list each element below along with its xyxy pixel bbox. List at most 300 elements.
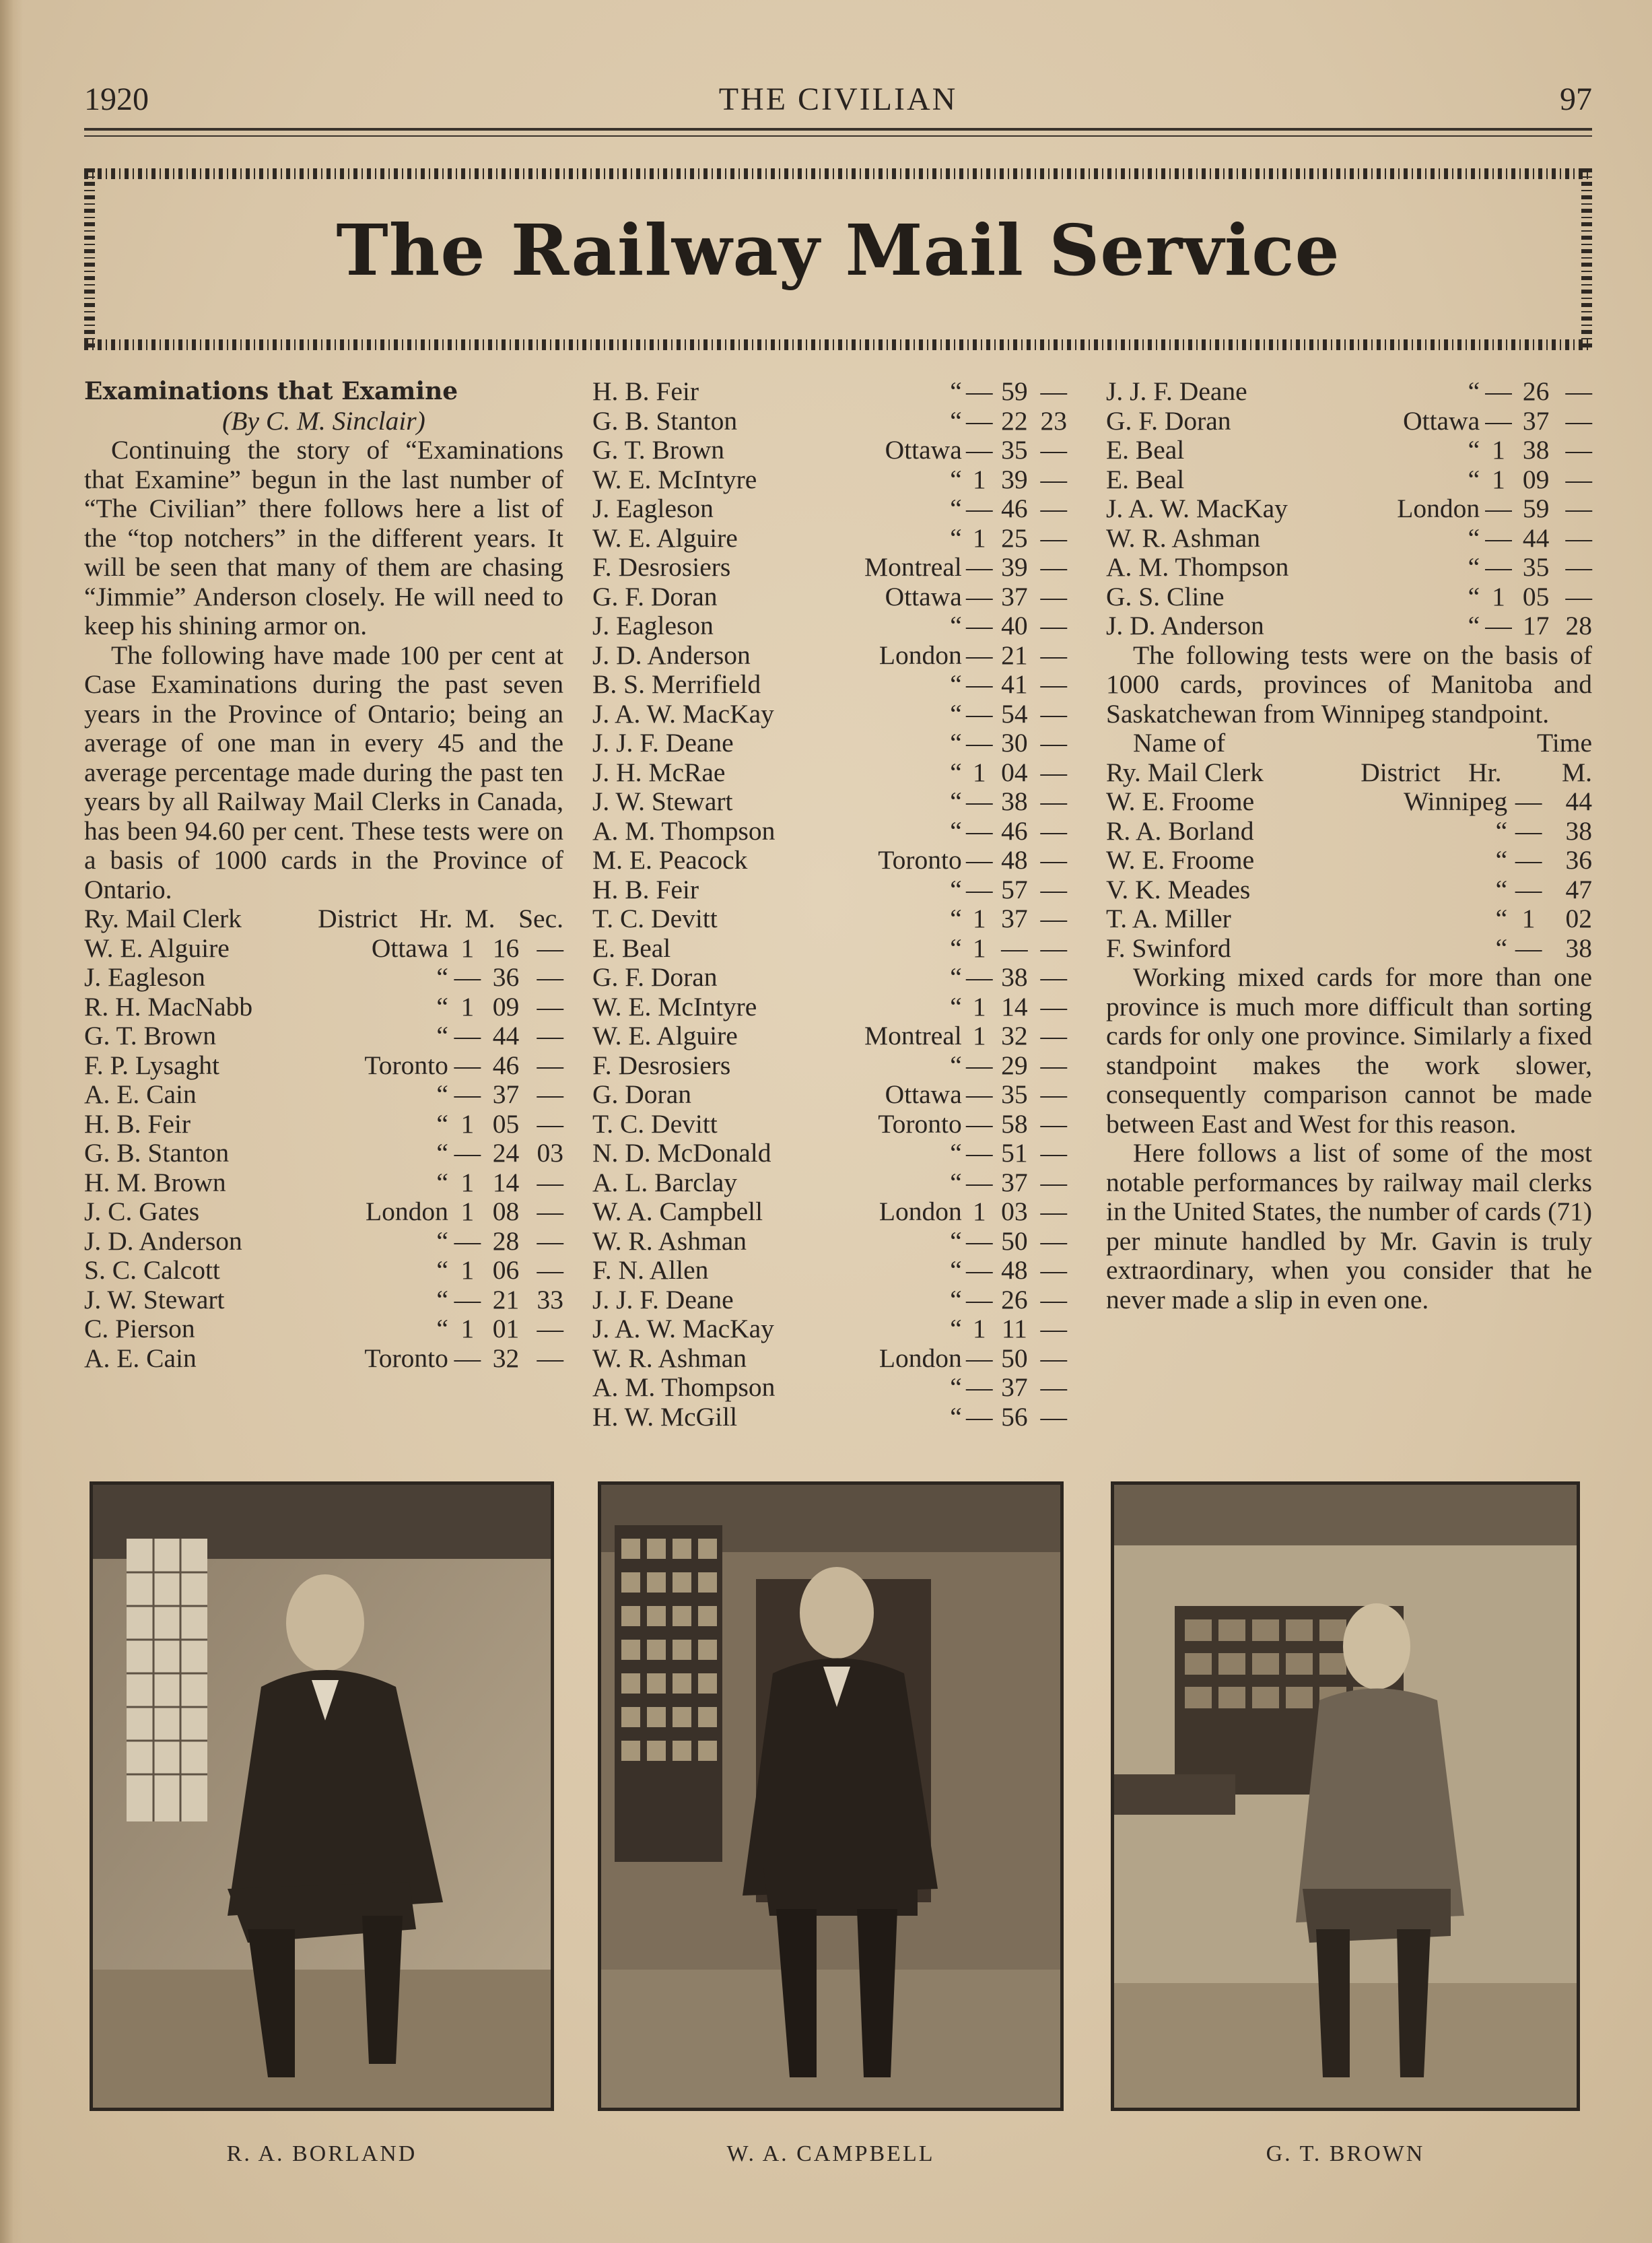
seconds: —: [1565, 523, 1592, 553]
seconds: —: [1040, 1343, 1067, 1373]
hours: 1: [972, 933, 986, 963]
table-row: [84, 1285, 563, 1315]
seconds: —: [537, 1226, 563, 1256]
seconds: —: [1040, 435, 1067, 465]
seconds: —: [537, 1255, 563, 1285]
clerk-name: T. C. Devitt: [592, 1108, 718, 1139]
clerk-name: V. K. Meades: [1106, 874, 1251, 904]
clerk-name: F. Swinford: [1106, 933, 1231, 963]
column-3: [1106, 377, 1592, 1314]
district: “: [436, 1021, 448, 1050]
district: Ottawa: [885, 435, 962, 465]
clerk-name: W. E. Froome: [1106, 786, 1255, 816]
hours: —: [966, 845, 993, 875]
minutes: 21: [1001, 640, 1028, 670]
clerk-name: W. E. McIntyre: [592, 991, 757, 1022]
minutes: 46: [1001, 815, 1028, 846]
district: “: [950, 698, 962, 729]
header-district: District: [318, 904, 398, 933]
table-row: [84, 1227, 563, 1257]
minutes: 22: [1001, 405, 1028, 436]
minutes: 08: [492, 1197, 520, 1226]
results-table-3: [1106, 377, 1592, 641]
table-row: [1106, 465, 1592, 495]
seconds: —: [1040, 1226, 1067, 1256]
clerk-name: J. W. Stewart: [592, 786, 733, 816]
district: “: [436, 1226, 448, 1256]
hours: —: [454, 1050, 481, 1080]
hours: —: [966, 1138, 993, 1168]
minutes: 29: [1001, 1050, 1028, 1080]
table-row: [592, 1168, 1067, 1198]
seconds: —: [1565, 435, 1592, 465]
seconds: —: [1040, 523, 1067, 553]
seconds: —: [537, 1050, 563, 1080]
header-clerk: Ry. Mail Clerk: [1106, 757, 1264, 787]
table-row: [1106, 407, 1592, 436]
hours: —: [966, 786, 993, 816]
clerk-name: W. R. Ashman: [592, 1343, 747, 1373]
table-row: [592, 670, 1067, 700]
seconds: —: [1040, 991, 1067, 1022]
hours: —: [454, 1284, 481, 1314]
hours: —: [966, 1226, 993, 1256]
minutes: 38: [1565, 933, 1592, 963]
hours: —: [966, 552, 993, 582]
district: “: [436, 1079, 448, 1109]
district: “: [950, 405, 962, 436]
seconds: —: [1565, 405, 1592, 436]
hours: —: [1485, 523, 1512, 553]
hours: 1: [460, 1197, 475, 1226]
hours: —: [454, 1343, 481, 1373]
table-row: [592, 436, 1067, 465]
header-sec: Sec.: [518, 904, 563, 933]
minutes: 17: [1522, 611, 1550, 640]
hours: —: [1515, 933, 1542, 963]
table-row: [592, 524, 1067, 554]
photo-campbell: [598, 1481, 1064, 2111]
seconds: —: [1565, 581, 1592, 611]
paragraph-mixed-cards: Working mixed cards for more than one province is much more difficult than sorting cards for only one province. Similarly a fixed standpoint makes the work slower, consequently comparison cannot be made between East and West for this reason.: [1106, 962, 1592, 1139]
hours: 1: [972, 1314, 986, 1343]
hours: —: [966, 1401, 993, 1432]
district: “: [950, 494, 962, 523]
seconds: —: [1040, 1021, 1067, 1050]
table-header-row: [1106, 729, 1592, 758]
clerk-name: W. E. Alguire: [84, 933, 230, 963]
district: “: [1468, 376, 1480, 406]
minutes: 51: [1001, 1138, 1028, 1168]
hours: —: [966, 874, 993, 904]
paragraph-intro: Continuing the story of “Examinations that Examine” begun in the last number of “The Civilian” there follows here a list of the “top notchers” in the different years. It will be seen that many of them are chasing “Jimmie” Anderson closely. He will need to keep his shining armor on.: [84, 435, 563, 640]
clerk-name: A. M. Thompson: [1106, 552, 1289, 582]
table-row: [592, 407, 1067, 436]
clerk-name: J. Eagleson: [592, 494, 714, 523]
minutes: 32: [1001, 1021, 1028, 1050]
seconds: —: [1040, 1372, 1067, 1402]
clerk-name: F. P. Lysaght: [84, 1050, 219, 1080]
district: “: [950, 815, 962, 846]
photo-caption-borland: R. A. BORLAND: [226, 2141, 417, 2166]
minutes: 48: [1001, 1255, 1028, 1285]
seconds: —: [1565, 376, 1592, 406]
clerk-name: T. C. Devitt: [592, 904, 718, 933]
seconds: —: [537, 991, 563, 1022]
minutes: 11: [1001, 1314, 1027, 1343]
hours: —: [966, 1050, 993, 1080]
seconds: —: [1040, 874, 1067, 904]
title-border-top: [84, 168, 1592, 179]
seconds: —: [1040, 757, 1067, 787]
clerk-name: J. J. F. Deane: [592, 1284, 734, 1314]
district: Ottawa: [885, 1079, 962, 1109]
hours: —: [966, 698, 993, 729]
district: “: [950, 728, 962, 758]
clerk-name: J. A. W. MacKay: [592, 698, 774, 729]
minutes: 50: [1001, 1343, 1028, 1373]
table-row: [592, 1197, 1067, 1227]
table-row: [592, 1344, 1067, 1374]
minutes: 05: [492, 1108, 520, 1139]
minutes: 44: [492, 1021, 520, 1050]
district: “: [950, 669, 962, 699]
minutes: 14: [1001, 991, 1028, 1022]
seconds: —: [1040, 845, 1067, 875]
table-row: [1106, 436, 1592, 465]
minutes: 37: [492, 1079, 520, 1109]
district: “: [1495, 874, 1508, 904]
section-heading: Examinations that Examine: [84, 377, 458, 405]
table-row: [1106, 494, 1592, 524]
minutes: 36: [492, 962, 520, 992]
table-row: [84, 1110, 563, 1139]
seconds: —: [1040, 552, 1067, 582]
district: “: [950, 523, 962, 553]
results-table-2: [592, 377, 1067, 1432]
table-row: [84, 1080, 563, 1110]
clerk-name: F. Desrosiers: [592, 552, 731, 582]
hours: 1: [972, 991, 986, 1022]
district: “: [950, 1314, 962, 1343]
table-row: [592, 934, 1067, 964]
seconds: —: [537, 962, 563, 992]
district: “: [950, 1255, 962, 1285]
winnipeg-table: [1106, 787, 1592, 963]
seconds: 23: [1040, 405, 1067, 436]
minutes: 24: [492, 1138, 520, 1168]
district: “: [1495, 904, 1508, 933]
seconds: —: [1040, 640, 1067, 670]
hours: 1: [460, 1255, 475, 1285]
district: “: [1495, 933, 1508, 963]
district: “: [950, 1138, 962, 1168]
hours: 1: [1492, 435, 1505, 465]
hours: 1: [460, 1108, 475, 1139]
seconds: —: [1040, 669, 1067, 699]
hours: 1: [972, 904, 986, 933]
hours: —: [966, 1343, 993, 1373]
table-row: [84, 1139, 563, 1168]
table-row: [592, 1139, 1067, 1168]
portrait-seated-man-icon: [601, 1485, 1060, 2108]
clerk-name: A. E. Cain: [84, 1343, 197, 1373]
minutes: 41: [1001, 669, 1028, 699]
minutes: 14: [492, 1167, 520, 1197]
district: “: [950, 933, 962, 963]
paragraph-ontario: The following have made 100 per cent at Case Examinations during the past seven years in the Province of Ontario; being an average of one man in every 45 and the average percentage made during the past ten years by all Railway Mail Clerks in Canada, has been 94.60 per cent. These tests were on a basis of 1000 cards in the Province of Ontario.: [84, 640, 563, 904]
seconds: —: [1565, 464, 1592, 494]
hours: —: [1485, 376, 1512, 406]
clerk-name: R. A. Borland: [1106, 815, 1254, 846]
district: “: [950, 464, 962, 494]
table-row: [592, 993, 1067, 1022]
hours: 1: [460, 991, 475, 1022]
district: “: [950, 1372, 962, 1402]
table-row: [592, 729, 1067, 758]
hours: —: [454, 1021, 481, 1050]
clerk-name: S. C. Calcott: [84, 1255, 220, 1285]
hours: —: [966, 376, 993, 406]
district: “: [950, 376, 962, 406]
hours: —: [966, 611, 993, 640]
clerk-name: J. W. Stewart: [84, 1284, 225, 1314]
hours: —: [1485, 405, 1512, 436]
clerk-name: R. H. MacNabb: [84, 991, 253, 1022]
clerk-name: J. C. Gates: [84, 1197, 200, 1226]
header-hr: Hr.: [1468, 757, 1502, 787]
table-row: [592, 963, 1067, 993]
header-name-of: Name of: [1133, 728, 1226, 758]
paragraph-united-states: Here follows a list of some of the most notable performances by railway mail clerks in the United States, the number of cards (71) per minute handled by Mr. Gavin is truly extraordinary, when you consider that he never made a slip in even one.: [1106, 1138, 1592, 1314]
hours: —: [1515, 786, 1542, 816]
seconds: —: [537, 1314, 563, 1343]
minutes: 58: [1001, 1108, 1028, 1139]
clerk-name: G. F. Doran: [1106, 405, 1231, 436]
table-row: [592, 1110, 1067, 1139]
table-row: [592, 700, 1067, 729]
hours: 1: [1492, 464, 1505, 494]
district: Toronto: [364, 1343, 448, 1373]
byline: (By C. M. Sinclair): [222, 405, 425, 436]
clerk-name: G. B. Stanton: [592, 405, 738, 436]
minutes: —: [1001, 933, 1028, 963]
table-header-row: [84, 904, 563, 934]
hours: 1: [972, 757, 986, 787]
running-header: [84, 81, 1592, 121]
minutes: 36: [1565, 845, 1592, 875]
minutes: 37: [1001, 904, 1028, 933]
hours: —: [966, 405, 993, 436]
district: “: [436, 1255, 448, 1285]
minutes: 21: [492, 1284, 520, 1314]
table-row: [592, 1314, 1067, 1344]
seconds: —: [1040, 581, 1067, 611]
district: London: [879, 640, 962, 670]
district: “: [950, 1050, 962, 1080]
table-row: [592, 494, 1067, 524]
district: Ottawa: [371, 933, 448, 963]
hours: —: [966, 1284, 993, 1314]
table-row: [1106, 524, 1592, 554]
table-row: [592, 1285, 1067, 1315]
header-hr: Hr.: [419, 904, 453, 933]
district: “: [436, 1284, 448, 1314]
clerk-name: G. B. Stanton: [84, 1138, 230, 1168]
hours: —: [1485, 611, 1512, 640]
table-row: [1106, 846, 1592, 875]
clerk-name: H. M. Brown: [84, 1167, 226, 1197]
district: “: [1495, 815, 1508, 846]
clerk-name: G. S. Cline: [1106, 581, 1225, 611]
portrait-seated-man-icon: [1114, 1485, 1577, 2108]
district: London: [879, 1343, 962, 1373]
column-2: [592, 377, 1067, 1432]
clerk-name: J. D. Anderson: [1106, 611, 1264, 640]
district: “: [950, 1284, 962, 1314]
minutes: 46: [492, 1050, 520, 1080]
clerk-name: W. E. Alguire: [592, 523, 738, 553]
minutes: 38: [1001, 962, 1028, 992]
hours: —: [966, 494, 993, 523]
paragraph-winnipeg: The following tests were on the basis of 1000 cards, provinces of Manitoba and Saskatchewan from Winnipeg standpoint.: [1106, 640, 1592, 729]
seconds: —: [1040, 904, 1067, 933]
minutes: 09: [1522, 464, 1550, 494]
district: “: [950, 874, 962, 904]
minutes: 25: [1001, 523, 1028, 553]
district: London: [1397, 494, 1480, 523]
table-row: [84, 1022, 563, 1051]
photo-brown: [1111, 1481, 1580, 2111]
table-row: [84, 1168, 563, 1198]
district: “: [436, 962, 448, 992]
hours: —: [1515, 874, 1542, 904]
table-row: [592, 787, 1067, 817]
hours: —: [966, 640, 993, 670]
clerk-name: A. M. Thompson: [592, 815, 776, 846]
minutes: 28: [492, 1226, 520, 1256]
clerk-name: M. E. Peacock: [592, 845, 748, 875]
hours: —: [1515, 815, 1542, 846]
hours: —: [966, 1108, 993, 1139]
district: Winnipeg: [1403, 786, 1508, 816]
district: “: [950, 962, 962, 992]
minutes: 37: [1001, 1372, 1028, 1402]
clerk-name: W. E. Alguire: [592, 1021, 738, 1050]
hours: —: [454, 962, 481, 992]
clerk-name: B. S. Merrifield: [592, 669, 761, 699]
hours: —: [966, 1255, 993, 1285]
minutes: 37: [1001, 1167, 1028, 1197]
minutes: 35: [1001, 1079, 1028, 1109]
minutes: 37: [1001, 581, 1028, 611]
district: “: [1495, 845, 1508, 875]
clerk-name: J. J. F. Deane: [1106, 376, 1247, 406]
district: London: [366, 1197, 448, 1226]
minutes: 44: [1565, 786, 1592, 816]
clerk-name: W. A. Campbell: [592, 1197, 763, 1226]
clerk-name: H. W. McGill: [592, 1401, 738, 1432]
clerk-name: C. Pierson: [84, 1314, 195, 1343]
minutes: 39: [1001, 464, 1028, 494]
district: “: [950, 611, 962, 640]
minutes: 06: [492, 1255, 520, 1285]
seconds: 03: [537, 1138, 563, 1168]
minutes: 50: [1001, 1226, 1028, 1256]
seconds: —: [1040, 728, 1067, 758]
hours: 1: [972, 464, 986, 494]
clerk-name: G. T. Brown: [84, 1021, 217, 1050]
district: London: [879, 1197, 962, 1226]
table-row: [1106, 817, 1592, 846]
table-row: [1106, 377, 1592, 407]
clerk-name: G. T. Brown: [592, 435, 725, 465]
table-row: [592, 377, 1067, 407]
clerk-name: F. N. Allen: [592, 1255, 709, 1285]
district: “: [950, 1401, 962, 1432]
seconds: —: [1040, 962, 1067, 992]
seconds: —: [1040, 1255, 1067, 1285]
table-header-row: [1106, 758, 1592, 788]
header-rule-thin: [84, 135, 1592, 137]
district: “: [950, 786, 962, 816]
clerk-name: J. A. W. MacKay: [592, 1314, 774, 1343]
district: “: [950, 1226, 962, 1256]
seconds: —: [1040, 1079, 1067, 1109]
table-row: [592, 1256, 1067, 1285]
minutes: 04: [1001, 757, 1028, 787]
hours: —: [454, 1079, 481, 1109]
results-table-header: [84, 904, 563, 934]
district: Ottawa: [885, 581, 962, 611]
seconds: —: [1040, 1284, 1067, 1314]
district: “: [1468, 611, 1480, 640]
minutes: 01: [492, 1314, 520, 1343]
hours: —: [966, 962, 993, 992]
minutes: 32: [492, 1343, 520, 1373]
table-row: [592, 817, 1067, 846]
district: “: [950, 1167, 962, 1197]
district: Toronto: [878, 845, 962, 875]
clerk-name: H. B. Feir: [84, 1108, 191, 1139]
clerk-name: E. Beal: [1106, 435, 1185, 465]
clerk-name: J. Eagleson: [84, 962, 205, 992]
title-box: [84, 168, 1592, 350]
minutes: 35: [1522, 552, 1550, 582]
district: “: [1468, 435, 1480, 465]
clerk-name: N. D. McDonald: [592, 1138, 771, 1168]
table-row: [592, 553, 1067, 582]
table-row: [592, 1051, 1067, 1081]
photo-borland: [90, 1481, 554, 2111]
seconds: —: [1040, 1108, 1067, 1139]
hours: —: [966, 669, 993, 699]
table-row: [1106, 553, 1592, 582]
district: Toronto: [878, 1108, 962, 1139]
clerk-name: F. Desrosiers: [592, 1050, 731, 1080]
hours: —: [966, 1167, 993, 1197]
seconds: —: [537, 1021, 563, 1050]
minutes: 05: [1522, 581, 1550, 611]
seconds: 33: [537, 1284, 563, 1314]
clerk-name: T. A. Miller: [1106, 904, 1231, 933]
page-number: 97: [1560, 81, 1592, 117]
seconds: —: [537, 1079, 563, 1109]
table-row: [592, 1227, 1067, 1257]
district: Montreal: [864, 1021, 962, 1050]
seconds: 28: [1565, 611, 1592, 640]
hours: 1: [460, 1314, 475, 1343]
